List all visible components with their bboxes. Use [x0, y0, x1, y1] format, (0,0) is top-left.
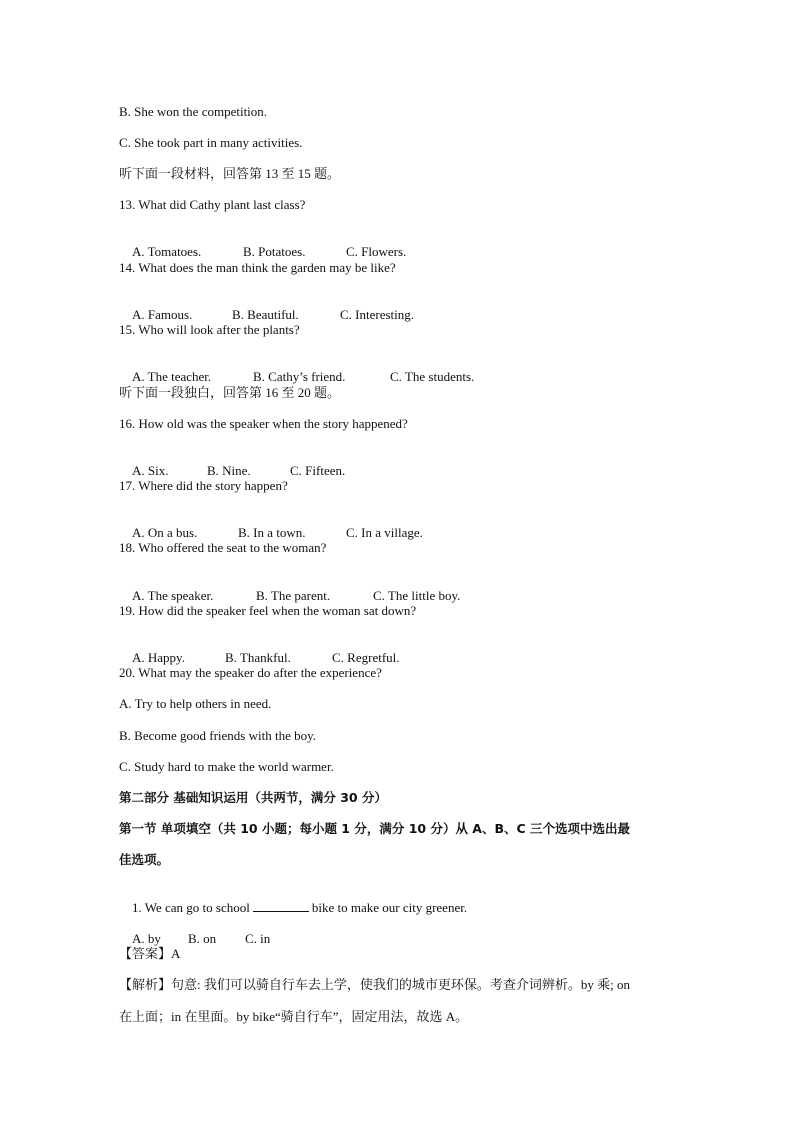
question-16: 16. How old was the speaker when the story happened? — [119, 416, 408, 431]
option-a: A. Six. — [132, 463, 169, 478]
option-b: B. Cathy’s friend. — [253, 369, 346, 384]
question-20-option-a: A. Try to help others in need. — [119, 696, 272, 711]
question-13: 13. What did Cathy plant last class? — [119, 197, 306, 212]
answer-blank — [253, 900, 309, 912]
question-20-option-c: C. Study hard to make the world warmer. — [119, 759, 334, 774]
section-instruction-16-20: 听下面一段独白，回答第 16 至 20 题。 — [119, 385, 341, 400]
option-c: C. The little boy. — [373, 588, 461, 603]
option-a: A. Famous. — [132, 307, 193, 322]
answer-line: 【答案】A — [119, 946, 181, 961]
section-instruction-13-15: 听下面一段材料，回答第 13 至 15 题。 — [119, 166, 341, 181]
option-b: B. The parent. — [256, 588, 331, 603]
option-b: B. Potatoes. — [243, 244, 306, 259]
question-1-text-start: 1. We can go to school — [132, 900, 250, 915]
option-a: A. Tomatoes. — [132, 244, 202, 259]
option-c: C. Fifteen. — [290, 463, 346, 478]
question-14: 14. What does the man think the garden may be like? — [119, 260, 396, 275]
question-20-option-b: B. Become good friends with the boy. — [119, 728, 317, 743]
question-17: 17. Where did the story happen? — [119, 478, 288, 493]
section-one-heading-cont: 佳选项。 — [119, 852, 170, 867]
option-a: A. The teacher. — [132, 369, 212, 384]
q12-option-c: C. She took part in many activities. — [119, 135, 303, 150]
option-a: A. On a bus. — [132, 525, 198, 540]
section-one-heading: 第一节 单项填空（共 10 小题；每小题 1 分，满分 10 分）从 A、B、C 三个选项中选出最 — [119, 821, 631, 836]
option-b: B. Thankful. — [225, 650, 291, 665]
analysis-line-2: 在上面；in 在里面。by bike“骑自行车”，固定用法，故选 A。 — [119, 1009, 469, 1024]
question-20: 20. What may the speaker do after the experience? — [119, 665, 382, 680]
option-b: B. Beautiful. — [232, 307, 299, 322]
part-two-heading: 第二部分 基础知识运用（共两节，满分 30 分） — [119, 790, 387, 805]
option-c: C. The students. — [390, 369, 475, 384]
question-19: 19. How did the speaker feel when the woman sat down? — [119, 603, 417, 618]
option-c: C. Flowers. — [346, 244, 407, 259]
option-c: C. Regretful. — [332, 650, 400, 665]
option-c: C. In a village. — [346, 525, 423, 540]
option-c: C. in — [245, 931, 271, 946]
analysis-line-1: 【解析】句意: 我们可以骑自行车去上学，使我们的城市更环保。考查介词辨析。by 乘; on — [119, 977, 630, 992]
question-1-text-end: bike to make our city greener. — [311, 900, 468, 915]
option-c: C. Interesting. — [340, 307, 415, 322]
option-b: B. on — [188, 931, 217, 946]
option-a: A. The speaker. — [132, 588, 214, 603]
option-a: A. Happy. — [132, 650, 185, 665]
option-a: A. by — [132, 931, 161, 946]
question-15: 15. Who will look after the plants? — [119, 322, 300, 337]
question-18: 18. Who offered the seat to the woman? — [119, 540, 327, 555]
option-b: B. Nine. — [207, 463, 251, 478]
q12-option-b: B. She won the competition. — [119, 104, 268, 119]
option-b: B. In a town. — [238, 525, 306, 540]
